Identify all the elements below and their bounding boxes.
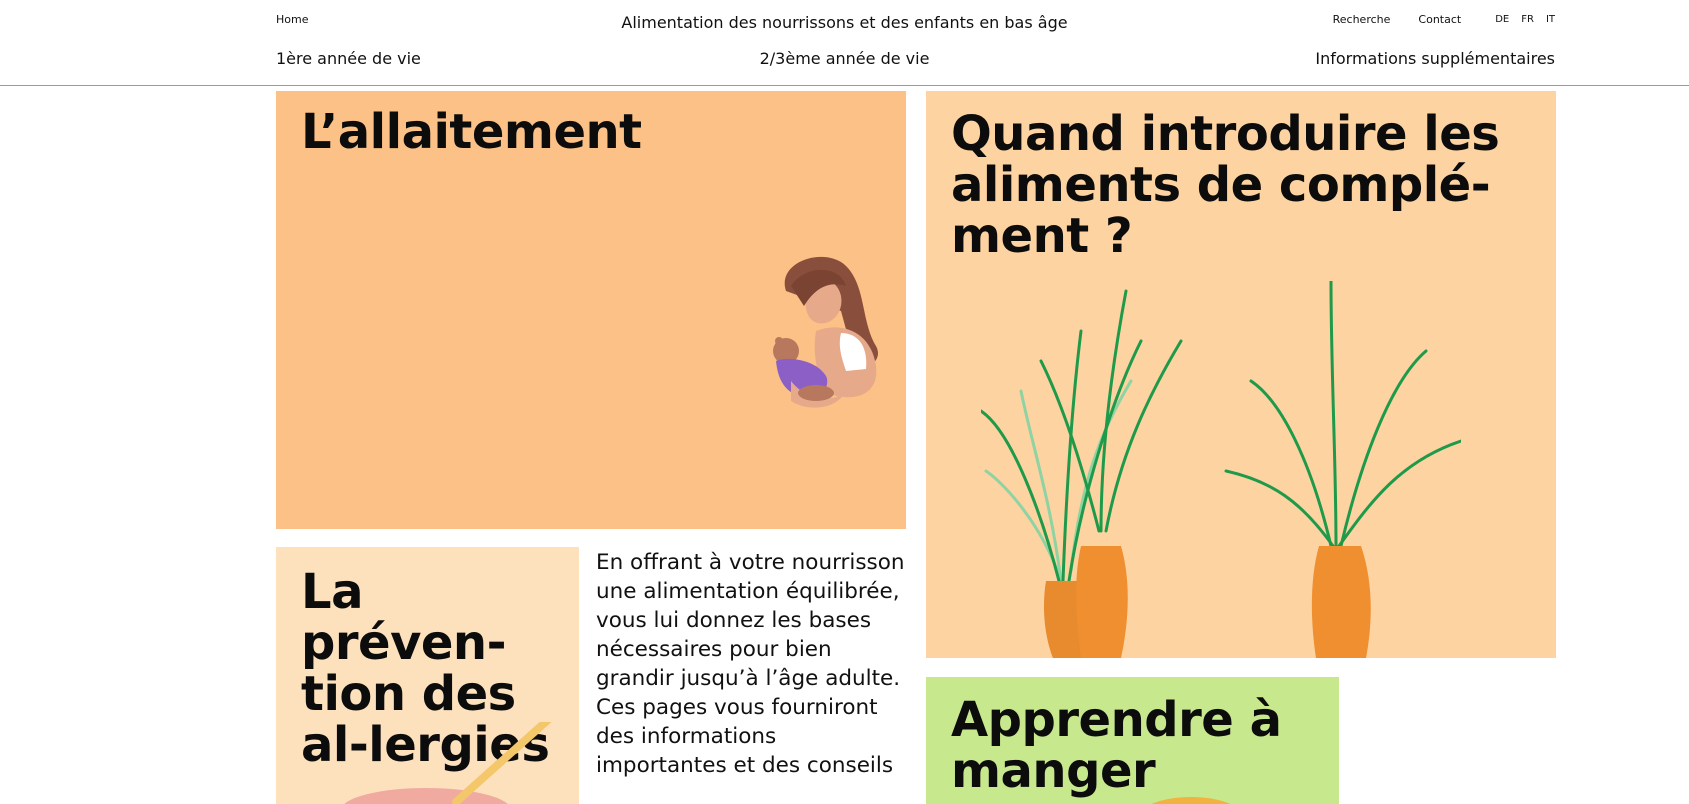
search-link[interactable]: Recherche [1332, 13, 1391, 26]
language-it-link[interactable]: IT [1545, 14, 1555, 25]
nav-more-info[interactable]: Informations supplémentaires [1315, 49, 1555, 68]
food-illustration [1136, 787, 1246, 804]
breastfeeding-mother-illustration [746, 251, 886, 416]
site-header [0, 0, 1689, 86]
card-complementary-foods[interactable] [926, 91, 1556, 658]
language-switcher [1495, 14, 1555, 25]
carrots-illustration [981, 281, 1461, 658]
site-title: Alimentation des nourrissons et des enfants en bas âge [621, 13, 1068, 32]
utility-nav [1333, 13, 1555, 26]
card-title-breastfeeding: L’allaitement [301, 104, 642, 160]
card-allergies[interactable] [276, 547, 579, 804]
card-learning-to-eat[interactable] [926, 677, 1339, 804]
contact-link[interactable]: Contact [1418, 13, 1462, 26]
card-title-allergies: La préven-tion des al-lergies [301, 564, 550, 773]
language-fr-link[interactable]: FR [1521, 14, 1534, 25]
card-title-learning-to-eat: Apprendre à manger [951, 692, 1282, 799]
language-de-link[interactable]: DE [1495, 14, 1510, 25]
intro-text: En offrant à votre nourrisson une alimentation équilibrée, vous lui donnez les bases nécessaires pour bien grandir jusqu’à l’âge adulte. Ces pages vous fourniront des informations importantes et des conseils [596, 550, 905, 778]
card-title-complementary-foods: Quand introduire les aliments de complé-ment ? [951, 106, 1500, 264]
bowl-spoon-illustration [336, 722, 556, 804]
home-link[interactable]: Home [276, 13, 309, 26]
nav-second-third-year[interactable]: 2/3ème année de vie [759, 49, 930, 68]
card-breastfeeding[interactable] [276, 91, 906, 529]
nav-first-year[interactable]: 1ère année de vie [276, 49, 421, 68]
